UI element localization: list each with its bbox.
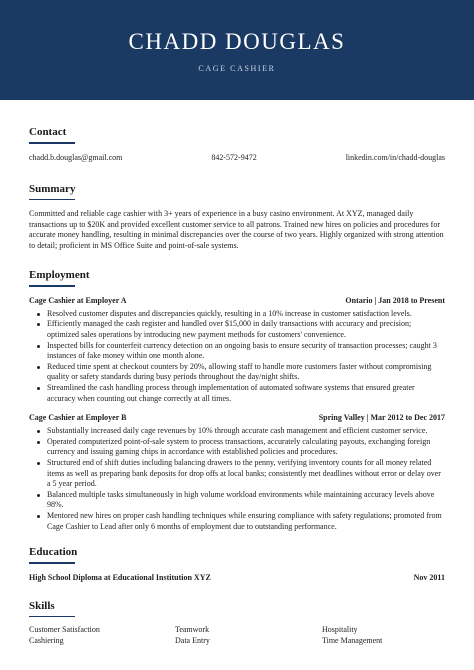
- education-section: [29, 546, 445, 583]
- skill-item: Time Management: [322, 635, 383, 645]
- job-header: [29, 413, 445, 423]
- education-heading: Education: [29, 546, 78, 559]
- skills-heading: Skills: [29, 599, 55, 612]
- job-entry: [29, 413, 445, 532]
- job-bullet: Balanced multiple tasks simultaneously in high volume workload environments while maintaining accuracy levels above 98%.: [29, 490, 445, 511]
- employment-section: [29, 269, 445, 532]
- section-divider: [29, 199, 75, 201]
- phone-number[interactable]: 842-572-9472: [211, 152, 257, 162]
- job-bullet: Mentored new hires on proper cash handling techniques while ensuring compliance with safety regulations; promoted from Cage Cashier to Lead after only 6 months of employment due to outstanding performance.: [29, 511, 445, 532]
- job-bullet: Substantially increased daily cage revenues by 10% through accurate cash management and efficient customer service.: [29, 426, 445, 437]
- skill-item: Hospitality: [322, 625, 358, 635]
- contact-section: [29, 126, 445, 163]
- job-bullet: Operated computerized point-of-sale system to process transactions, accurately calculating payouts, exchanging foreign currency and issuing gaming chips in accordance with established policies and procedures.: [29, 437, 445, 458]
- section-divider: [29, 285, 75, 287]
- linkedin-link[interactable]: linkedin.com/in/chadd-douglas: [345, 152, 445, 162]
- job-bullet: Resolved customer disputes and discrepancies quickly, resulting in a 10% increase in customer satisfaction levels.: [29, 309, 445, 320]
- job-header: [29, 296, 445, 306]
- job-bullet: Efficiently managed the cash register and handled over $15,000 in daily transactions with accuracy and precision; optimized sales operations by introducing new payment methods for customers' convenience.: [29, 319, 445, 340]
- summary-heading: Summary: [29, 182, 76, 195]
- section-divider: [29, 616, 75, 618]
- job-bullet: Streamlined the cash handling process through implementation of automated software systems that ensured greater accuracy when counting out change correctly at all times.: [29, 383, 445, 404]
- resume-header: [0, 0, 474, 100]
- employment-heading: Employment: [29, 269, 90, 282]
- section-divider: [29, 142, 75, 144]
- summary-text: Committed and reliable cage cashier with 3+ years of experience in a busy casino environment. At XYZ, managed daily transactions up to $20K and provided excellent customer service to all patrons. Trained new hires on policies and procedures for accurate money handling, resulting in minimal discrepancies over the course of two years. Highly organized with strong attention to detail; proficient in MS Office Suite and point-of-sale systems.: [29, 209, 444, 250]
- contact-heading: Contact: [29, 126, 67, 138]
- skill-item: Data Entry: [175, 635, 210, 645]
- job-bullet: Inspected bills for counterfeit currency detection on an ongoing basis to ensure security of transaction processes; caught 3 instances of fake money within one month alone.: [29, 341, 445, 362]
- candidate-name: CHADD DOUGLAS: [128, 29, 346, 54]
- job-position: Cage Cashier at Employer A: [29, 295, 127, 305]
- skills-grid: [29, 625, 445, 646]
- resume-body: [0, 126, 474, 646]
- job-entry: [29, 296, 445, 404]
- skill-item: Teamwork: [175, 625, 210, 635]
- job-location-dates: Spring Valley | Mar 2012 to Dec 2017: [318, 413, 445, 423]
- skill-item: Cashiering: [29, 635, 64, 645]
- email-link[interactable]: chadd.b.douglas@gmail.com: [29, 152, 123, 162]
- skill-item: Customer Satisfaction: [29, 625, 100, 635]
- summary-section: [29, 183, 445, 252]
- job-bullet: Structured end of shift duties including balancing drawers to the penny, verifying inventory counts for all money related items as well as preparing bank deposits for drop offs at local banks; consistently met deadlines without error or delay over a 5 year period.: [29, 458, 445, 490]
- degree: High School Diploma at Educational Institution XYZ: [29, 572, 211, 582]
- job-bullets: [29, 309, 445, 404]
- section-divider: [29, 562, 75, 564]
- job-title: CAGE CASHIER: [198, 64, 276, 73]
- job-location-dates: Ontario | Jan 2018 to Present: [345, 295, 445, 305]
- job-position: Cage Cashier at Employer B: [29, 413, 127, 423]
- job-bullets: [29, 426, 445, 532]
- skills-section: [29, 600, 445, 647]
- education-entry: [29, 573, 445, 583]
- job-bullet: Reduced time spent at checkout counters by 20%, allowing staff to handle more customers faster without compromising quality or safety standards during busy periods throughout the day/night shifts.: [29, 362, 445, 383]
- contact-row: [29, 153, 445, 163]
- graduation-date: Nov 2011: [413, 572, 445, 582]
